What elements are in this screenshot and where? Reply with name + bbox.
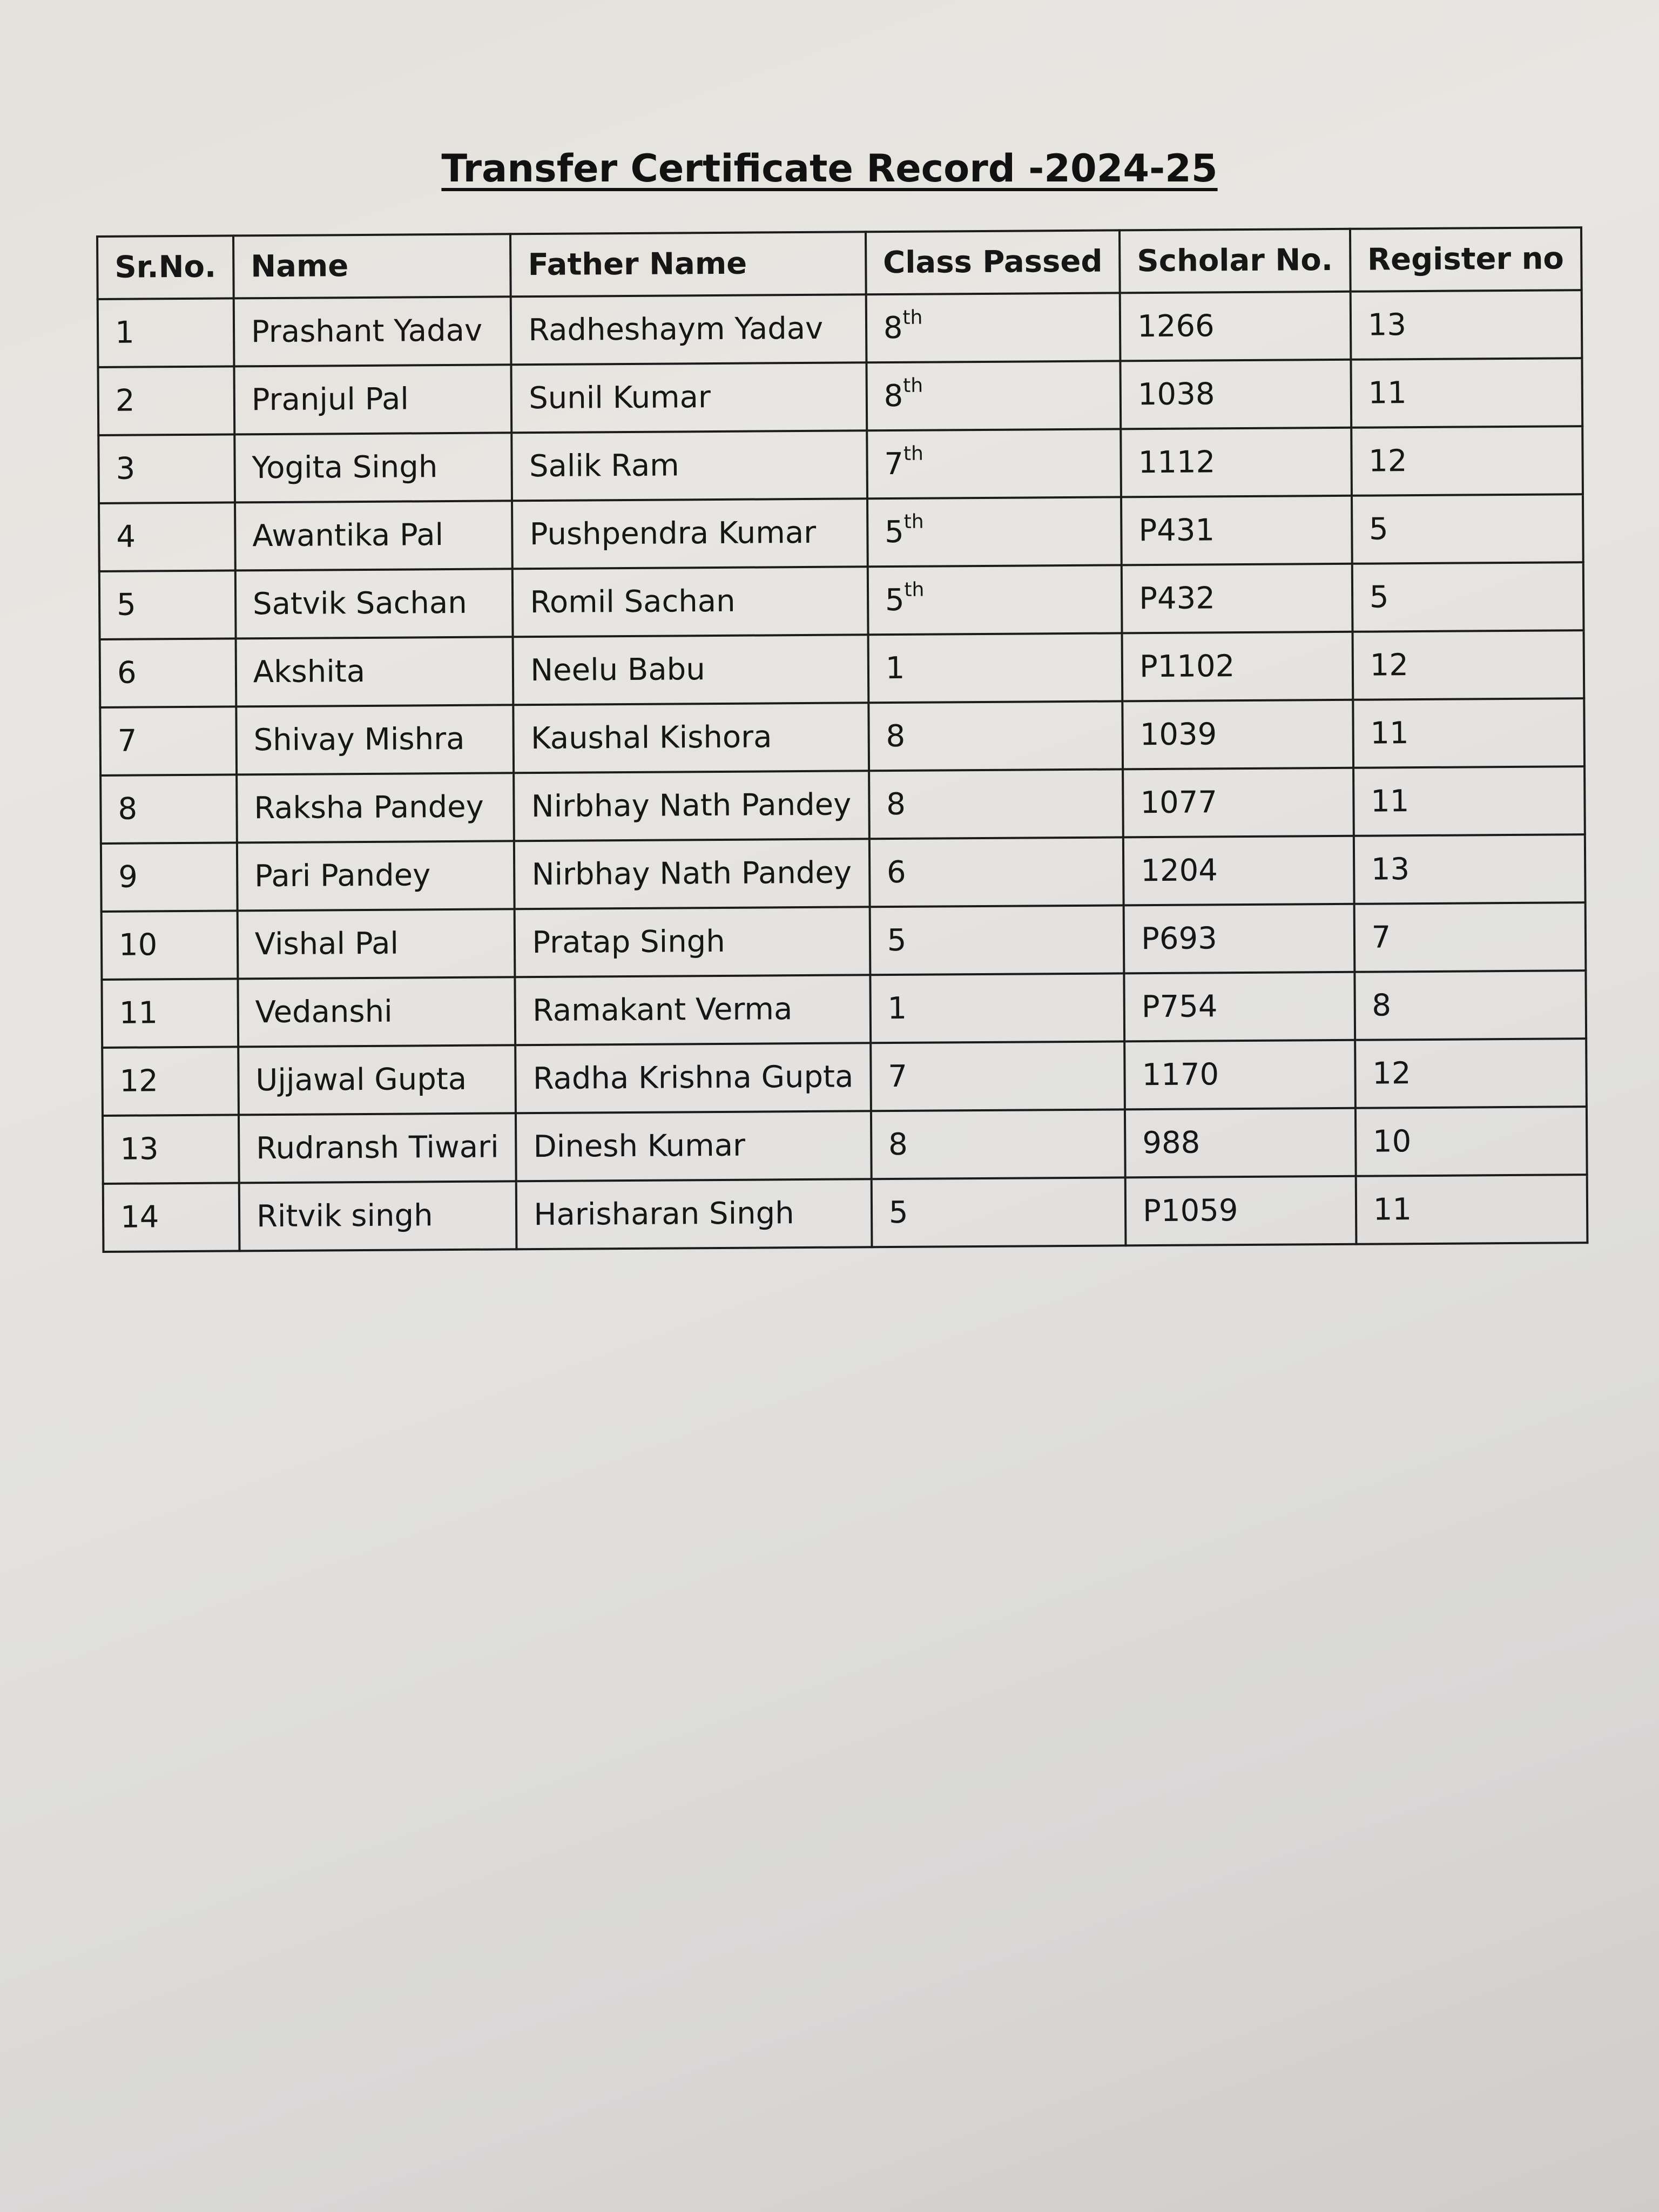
cell-sr-no: 10 <box>102 911 238 980</box>
cell-father-name: Harisharan Singh <box>516 1179 872 1249</box>
cell-name: Pari Pandey <box>237 841 515 911</box>
class-value: 7 <box>888 1058 908 1095</box>
cell-sr-no: 9 <box>101 842 238 912</box>
cell-father-name: Radha Krishna Gupta <box>516 1043 871 1113</box>
table-row <box>103 1107 1587 1184</box>
class-value: 5 <box>885 582 905 618</box>
class-ordinal-suffix: th <box>903 442 923 466</box>
class-ordinal-suffix: th <box>902 306 923 329</box>
header-scholar-no: Scholar No. <box>1120 229 1350 293</box>
table-row <box>102 902 1586 980</box>
cell-scholar-no: 1266 <box>1120 292 1351 361</box>
cell-scholar-no: P754 <box>1124 972 1354 1042</box>
cell-name: Vedanshi <box>238 977 515 1047</box>
table-row <box>100 698 1584 775</box>
cell-father-name: Salik Ram <box>512 430 867 501</box>
cell-class-passed <box>869 905 1124 975</box>
cell-class-passed <box>866 293 1120 362</box>
cell-father-name: Pushpendra Kumar <box>512 498 867 569</box>
document-title-text: Transfer Certificate Record -2024-25 <box>441 146 1218 191</box>
cell-father-name: Nirbhay Nath Pandey <box>514 839 869 909</box>
cell-class-passed <box>867 429 1121 498</box>
table-row <box>98 426 1582 503</box>
table-row <box>99 562 1583 639</box>
cell-class-passed <box>866 361 1121 430</box>
header-class-passed: Class Passed <box>866 230 1120 294</box>
table-row <box>103 1175 1587 1252</box>
cell-name: Raksha Pandey <box>237 773 514 842</box>
cell-register-no: 11 <box>1355 1175 1587 1244</box>
cell-register-no: 12 <box>1355 1038 1587 1108</box>
cell-scholar-no: P432 <box>1122 564 1352 633</box>
cell-scholar-no: 1204 <box>1123 836 1354 906</box>
cell-class-passed <box>870 973 1124 1043</box>
table-row <box>102 1038 1586 1116</box>
class-value: 1 <box>887 990 907 1027</box>
cell-father-name: Radheshaym Yadav <box>511 294 866 365</box>
class-value: 8 <box>886 786 906 822</box>
cell-register-no: 11 <box>1353 698 1584 768</box>
cell-class-passed <box>869 769 1123 839</box>
cell-class-passed <box>871 1109 1125 1179</box>
class-value: 8 <box>884 378 903 414</box>
class-value: 5 <box>884 514 905 550</box>
cell-scholar-no: P693 <box>1124 904 1354 974</box>
class-value: 5 <box>887 922 907 959</box>
class-value: 7 <box>884 446 904 482</box>
header-father-name: Father Name <box>510 232 866 296</box>
cell-register-no: 7 <box>1354 902 1586 972</box>
cell-register-no: 13 <box>1350 290 1582 360</box>
cell-scholar-no: P431 <box>1121 496 1352 565</box>
header-row <box>97 227 1581 299</box>
class-ordinal-suffix: th <box>904 578 925 602</box>
cell-father-name: Dinesh Kumar <box>516 1111 871 1181</box>
cell-register-no: 11 <box>1351 358 1582 428</box>
cell-sr-no: 12 <box>102 1047 239 1116</box>
cell-sr-no: 3 <box>98 434 235 503</box>
table-row <box>102 970 1586 1048</box>
cell-name: Ujjawal Gupta <box>238 1045 516 1115</box>
document-title <box>0 141 1659 195</box>
class-value: 8 <box>883 310 903 346</box>
cell-register-no: 13 <box>1354 834 1586 904</box>
cell-father-name: Ramakant Verma <box>515 975 871 1045</box>
cell-class-passed <box>868 565 1122 635</box>
cell-class-passed <box>871 1041 1125 1111</box>
cell-scholar-no: 1039 <box>1122 700 1353 770</box>
cell-name: Satvik Sachan <box>235 569 513 638</box>
cell-father-name: Neelu Babu <box>513 635 868 705</box>
header-sr-no: Sr.No. <box>97 235 234 299</box>
cell-scholar-no: 988 <box>1125 1108 1355 1178</box>
class-ordinal-suffix: th <box>903 374 923 397</box>
cell-scholar-no: P1059 <box>1125 1176 1356 1246</box>
cell-father-name: Sunil Kumar <box>511 362 867 433</box>
cell-class-passed <box>868 633 1122 703</box>
cell-register-no: 8 <box>1354 970 1586 1040</box>
cell-name: Pranjul Pal <box>234 365 511 434</box>
table-row <box>98 290 1582 367</box>
table-row <box>101 834 1585 912</box>
table-body <box>98 290 1587 1252</box>
cell-sr-no: 7 <box>100 706 237 775</box>
class-value: 8 <box>886 718 906 754</box>
cell-father-name: Pratap Singh <box>515 907 870 977</box>
cell-father-name: Kaushal Kishora <box>514 703 869 773</box>
class-value: 6 <box>886 854 906 891</box>
table-row <box>99 494 1583 571</box>
table-header <box>97 227 1581 299</box>
class-ordinal-suffix: th <box>903 510 924 534</box>
cell-father-name: Romil Sachan <box>512 567 868 637</box>
cell-name: Prashant Yadav <box>234 296 511 366</box>
cell-register-no: 5 <box>1352 494 1583 564</box>
cell-sr-no: 13 <box>103 1115 239 1184</box>
cell-name: Yogita Singh <box>234 433 512 502</box>
cell-register-no: 12 <box>1352 630 1584 700</box>
cell-name: Ritvik singh <box>239 1181 517 1251</box>
header-name: Name <box>233 234 511 298</box>
cell-name: Akshita <box>235 637 513 706</box>
cell-scholar-no: 1038 <box>1121 360 1351 429</box>
cell-name: Rudransh Tiwari <box>239 1113 516 1183</box>
cell-sr-no: 1 <box>98 298 234 367</box>
header-register-no: Register no <box>1350 227 1582 292</box>
cell-name: Vishal Pal <box>238 909 515 979</box>
cell-sr-no: 6 <box>100 638 237 707</box>
cell-father-name: Nirbhay Nath Pandey <box>514 771 869 841</box>
cell-scholar-no: 1112 <box>1121 428 1351 497</box>
cell-sr-no: 11 <box>102 979 238 1048</box>
cell-class-passed <box>868 701 1123 771</box>
cell-register-no: 10 <box>1355 1107 1587 1176</box>
cell-sr-no: 8 <box>100 774 237 844</box>
cell-sr-no: 5 <box>99 570 236 639</box>
transfer-certificate-table <box>96 226 1588 1253</box>
class-value: 5 <box>888 1195 908 1231</box>
cell-class-passed <box>869 837 1124 907</box>
cell-scholar-no: P1102 <box>1122 632 1353 702</box>
cell-class-passed <box>871 1177 1125 1247</box>
class-value: 8 <box>888 1127 908 1163</box>
cell-register-no: 12 <box>1351 426 1583 496</box>
cell-class-passed <box>867 497 1122 567</box>
table-row <box>98 358 1582 435</box>
cell-name: Shivay Mishra <box>236 705 514 774</box>
cell-sr-no: 14 <box>103 1183 240 1252</box>
cell-register-no: 5 <box>1352 562 1583 632</box>
cell-scholar-no: 1170 <box>1124 1040 1355 1110</box>
cell-sr-no: 2 <box>98 366 234 435</box>
cell-sr-no: 4 <box>99 502 235 571</box>
class-value: 1 <box>885 650 905 686</box>
cell-register-no: 11 <box>1353 766 1585 836</box>
table-row <box>100 630 1584 707</box>
cell-name: Awantika Pal <box>235 501 512 570</box>
table-row <box>100 766 1584 844</box>
cell-scholar-no: 1077 <box>1123 768 1353 838</box>
